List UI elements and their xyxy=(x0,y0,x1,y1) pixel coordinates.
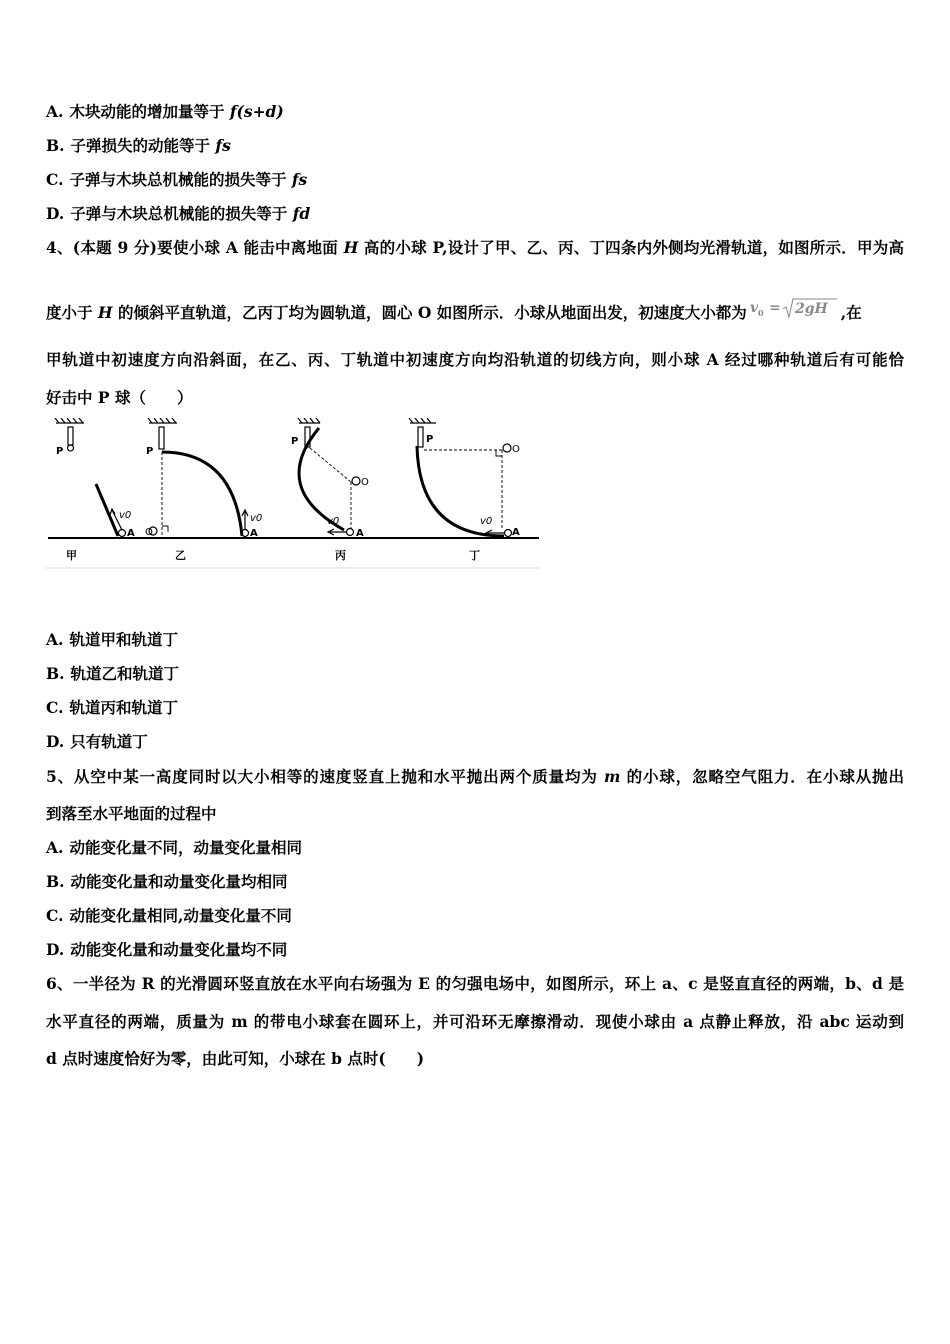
q3-option-b: B. 子弹损失的动能等于 fs xyxy=(46,136,231,155)
q4-option-c: C. 轨道丙和轨道丁 xyxy=(46,698,178,717)
q6-stem-line2: 水平直径的两端，质量为 m 的带电小球套在圆环上，并可沿环无摩擦滑动．现使小球由 a 点静止释放，沿 abc 运动到 xyxy=(46,1012,904,1031)
q4-stem-line3: 甲轨道中初速度方向沿斜面，在乙、丙、丁轨道中初速度方向均沿轨道的切线方向，则小球 A 经过哪种轨道后有可能恰 xyxy=(46,350,904,369)
q4-stem-line2: 度小于 H 的倾斜平直轨道，乙丙丁均为圆轨道，圆心 O 如图所示．小球从地面出发，初速度大小都为 v 0 = 2gH ,在 xyxy=(46,296,862,326)
q3-option-a: A. 木块动能的增加量等于 f(s+d) xyxy=(46,102,284,121)
q5-option-b: B. 动能变化量和动量变化量均相同 xyxy=(46,872,288,891)
label-o-bing: O xyxy=(361,477,369,488)
q5-option-d: D. 动能变化量和动量变化量均不同 xyxy=(46,940,288,959)
label-o-yi: O xyxy=(145,527,153,538)
v0-formula xyxy=(749,296,839,332)
q5-stem-line1: 5、从空中某一高度同时以大小相等的速度竖直上抛和水平抛出两个质量均为 m 的小球，忽略空气阻力．在小球从抛出 xyxy=(46,767,905,786)
q5-option-c: C. 动能变化量相同,动量变化量不同 xyxy=(46,906,292,925)
label-bing: 丙 xyxy=(335,549,346,562)
svg-text:2gH: 2gH xyxy=(794,301,828,317)
label-a-ding: A xyxy=(512,527,520,538)
q3-option-d: D. 子弹与木块总机械能的损失等于 fd xyxy=(46,204,311,223)
label-a-jia: A xyxy=(127,528,135,539)
q5-option-a: A. 动能变化量不同，动量变化量相同 xyxy=(46,838,302,857)
q6-stem-line1: 6、一半径为 R 的光滑圆环竖直放在水平向右场强为 E 的匀强电场中，如图所示，环上 a、c 是竖直直径的两端，b、d 是 xyxy=(46,974,904,993)
q3-option-c: C. 子弹与木块总机械能的损失等于 fs xyxy=(46,170,308,189)
label-p-bing: P xyxy=(291,436,299,447)
track-ding xyxy=(409,418,512,537)
q4-option-d: D. 只有轨道丁 xyxy=(46,732,148,751)
label-p-jia: P xyxy=(56,446,64,457)
label-p-ding: P xyxy=(426,434,434,445)
q5-stem-line2: 到落至水平地面的过程中 xyxy=(46,804,217,823)
label-v0-yi: v0 xyxy=(250,513,263,524)
q4-track-figure xyxy=(44,418,544,570)
label-v0-jia: v0 xyxy=(119,510,132,521)
label-v0-ding: v0 xyxy=(480,516,493,527)
svg-text:0: 0 xyxy=(757,308,764,318)
label-v0-bing: v0 xyxy=(327,516,340,527)
q4-option-a: A. 轨道甲和轨道丁 xyxy=(46,630,178,649)
q4-option-b: B. 轨道乙和轨道丁 xyxy=(46,664,180,683)
svg-text:v: v xyxy=(749,300,758,316)
q6-stem-line3: d 点时速度恰好为零，由此可知，小球在 b 点时( ) xyxy=(46,1049,425,1068)
q4-stem-line4: 好击中 P 球（ ） xyxy=(46,388,193,407)
track-yi xyxy=(148,418,249,537)
label-ding: 丁 xyxy=(469,549,480,562)
label-a-bing: A xyxy=(356,528,364,539)
track-jia xyxy=(55,418,126,537)
label-o-ding: O xyxy=(512,444,520,455)
svg-text:=: = xyxy=(768,300,781,316)
label-p-yi: P xyxy=(146,446,154,457)
label-a-yi: A xyxy=(250,528,258,539)
q4-stem-line1: 4、(本题 9 分)要使小球 A 能击中离地面 H 高的小球 P,设计了甲、乙、丙、丁四条内外侧均光滑轨道，如图所示．甲为高 xyxy=(46,238,905,257)
label-jia: 甲 xyxy=(66,549,77,562)
label-yi: 乙 xyxy=(175,549,186,562)
